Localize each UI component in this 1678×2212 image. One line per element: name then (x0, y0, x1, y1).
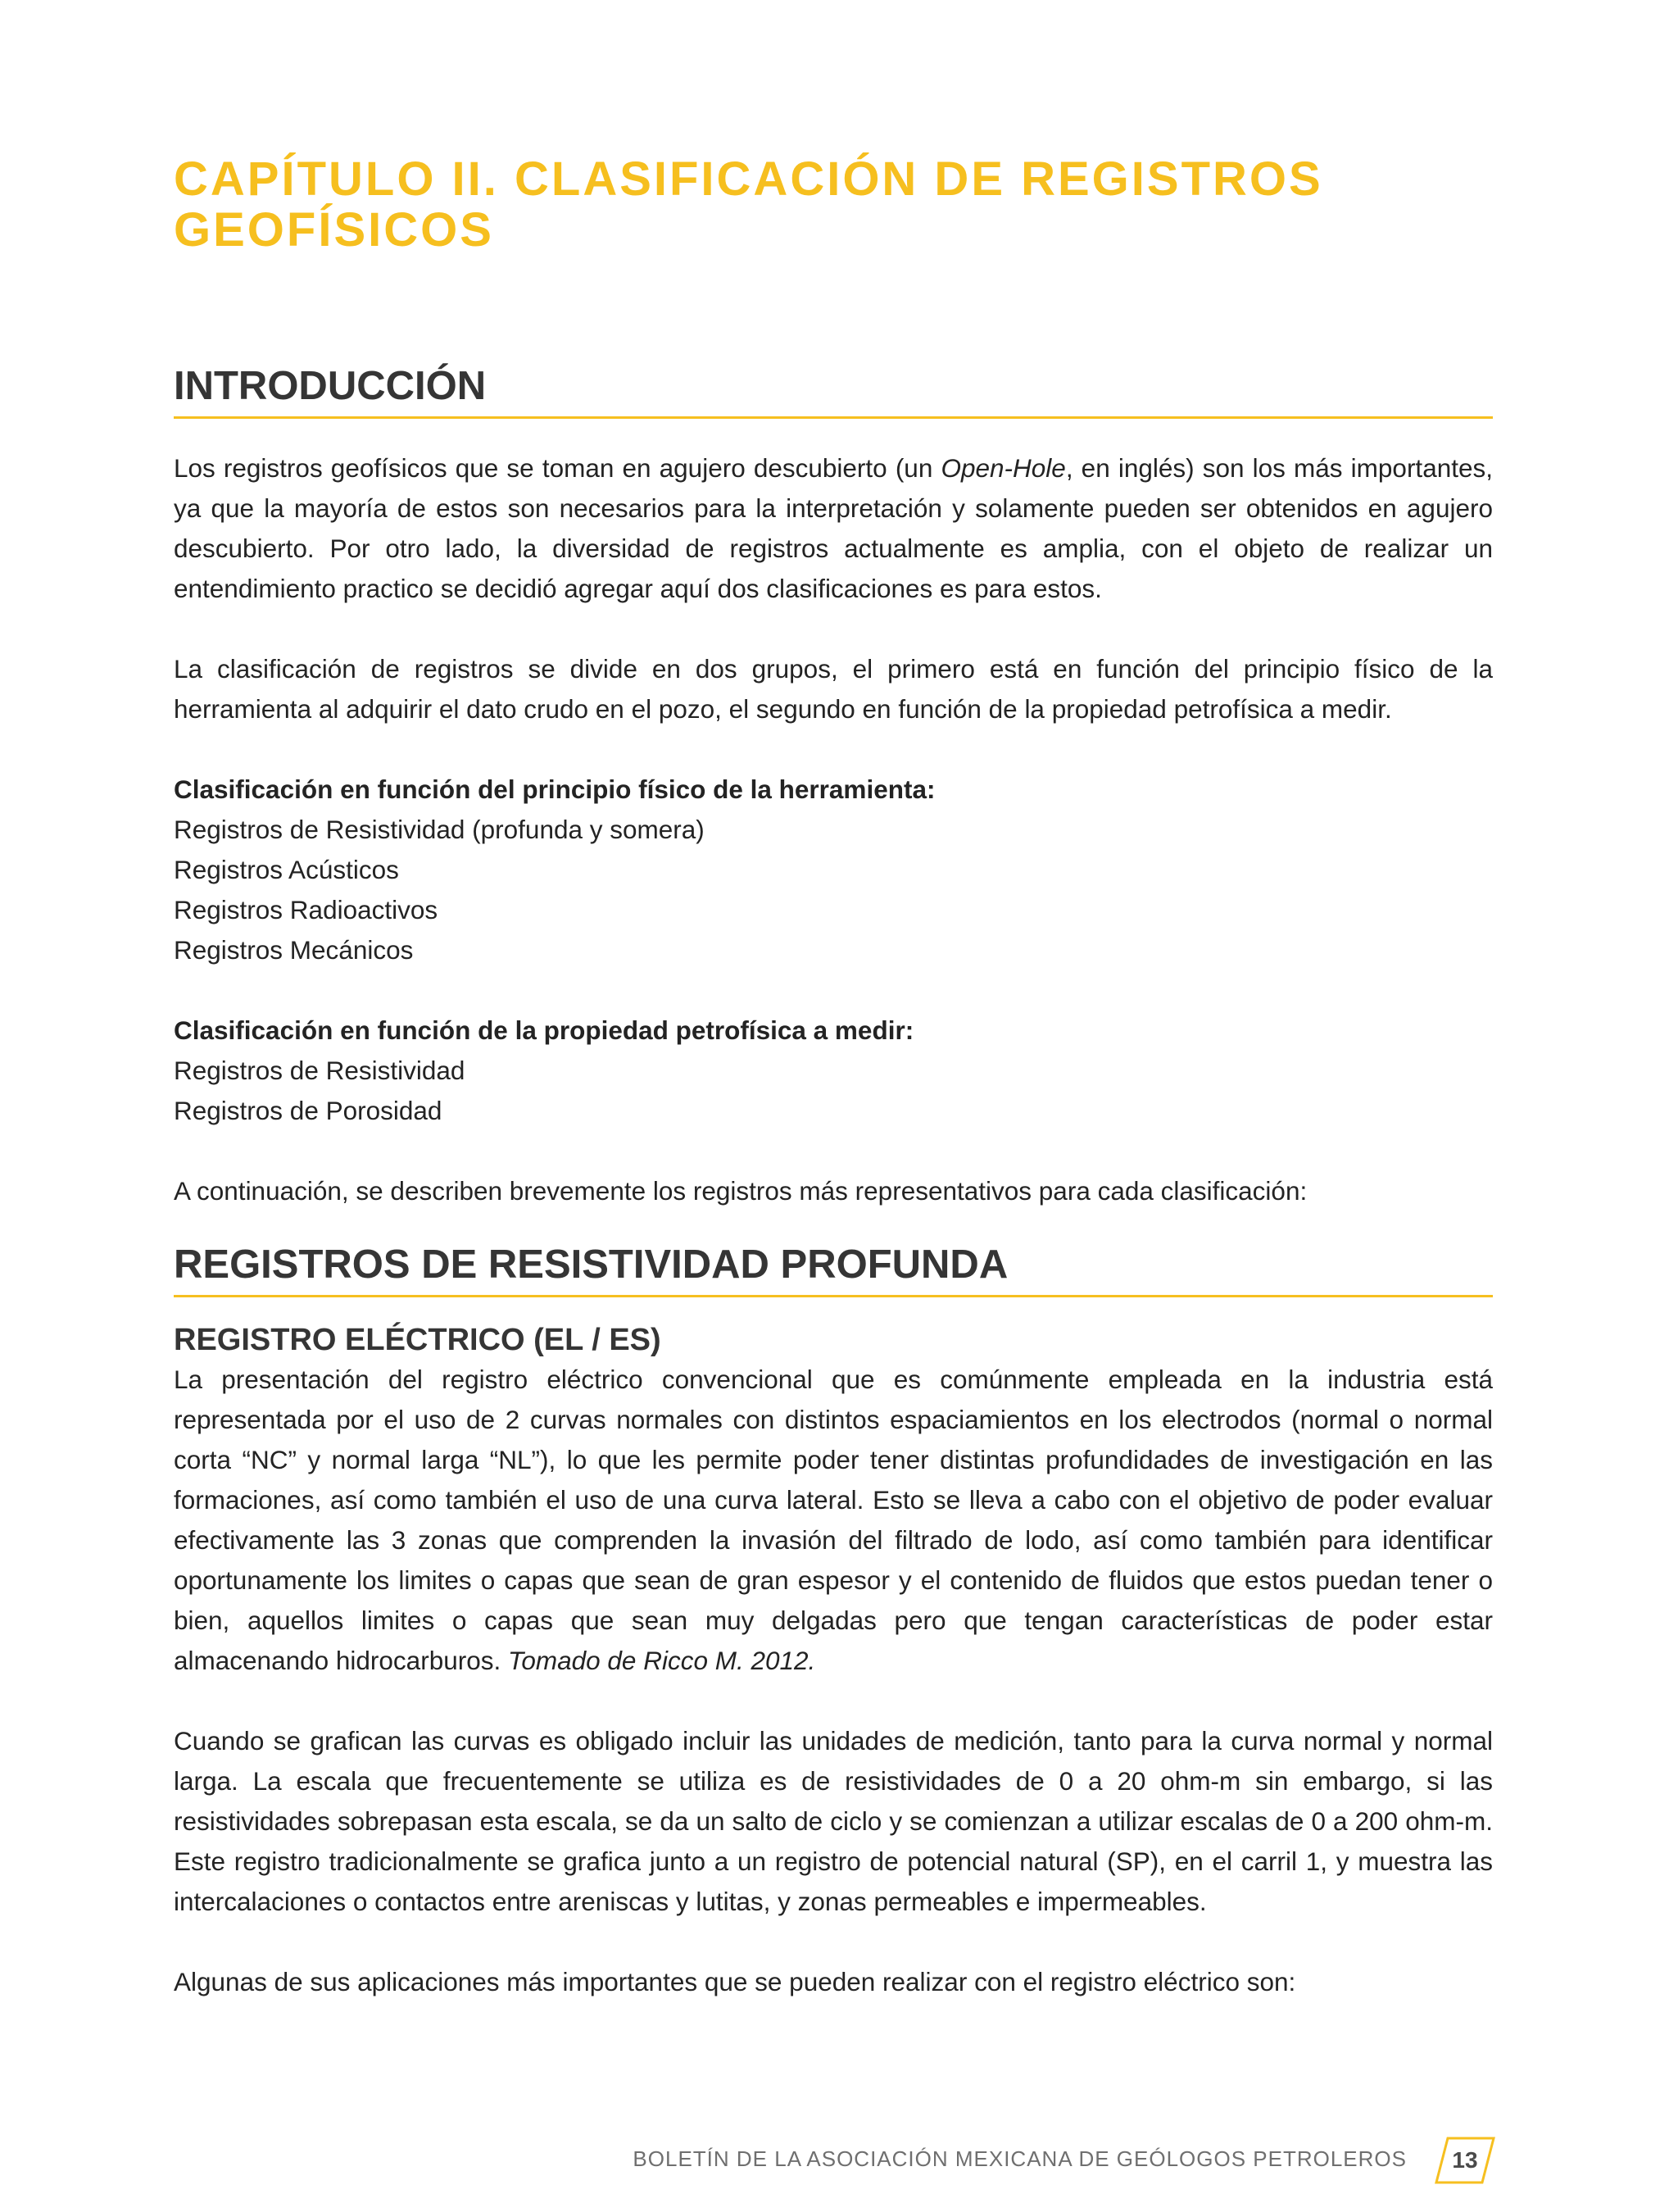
classification-tool-title: Clasificación en función del principio físico de la herramienta: (174, 774, 936, 804)
page-number: 13 (1452, 2147, 1478, 2173)
electric-log-paragraph-3: Algunas de sus aplicaciones más importantes que se pueden realizar con el registro eléctrico son: (174, 1967, 1296, 1996)
list-item: Registros Acústicos (174, 855, 399, 884)
resistivity-section-heading: REGISTROS DE RESISTIVIDAD PROFUNDA (174, 1241, 1493, 1297)
page-content (174, 139, 1493, 2002)
list-item: Registros de Porosidad (174, 1096, 442, 1125)
page-number-box (1435, 2137, 1495, 2184)
open-hole-term: Open-Hole (941, 453, 1066, 483)
intro-paragraph-1 (174, 448, 1493, 609)
intro-paragraph-1-part-a: Los registros geofísicos que se toman en agujero descubierto (un (174, 453, 941, 483)
electric-log-paragraph-1 (174, 1360, 1493, 1681)
electric-log-subheading: REGISTRO ELÉCTRICO (EL / ES) (174, 1323, 661, 1357)
list-item: Registros Mecánicos (174, 935, 414, 965)
intro-paragraph-1-part-b: , en inglés) son los más importantes, ya que la mayoría de estos son necesarios para la interpretación y solamente pueden ser obtenidos en agujero descubierto. Por otro lado, la diversidad de registros actualmente es amplia, con el objeto de realizar un entendimiento practico se decidió agregar aquí dos clasificaciones es para estos. (174, 453, 1493, 603)
classification-tool-list (174, 810, 1493, 970)
citation: Tomado de Ricco M. 2012. (508, 1646, 816, 1675)
list-item: Registros de Resistividad (profunda y somera) (174, 815, 705, 844)
chapter-title-line-1: CAPÍTULO II. CLASIFICACIÓN DE REGISTROS (174, 152, 1323, 206)
page-footer (633, 2135, 1495, 2187)
intro-paragraph-2: La clasificación de registros se divide en dos grupos, el primero está en función del principio físico de la herramienta al adquirir el dato crudo en el pozo, el segundo en función de la propiedad petrofísica a medir. (174, 654, 1493, 724)
footer-publication-title: BOLETÍN DE LA ASOCIACIÓN MEXICANA DE GEÓLOGOS PETROLEROS (633, 2146, 1407, 2171)
classification-property-title: Clasificación en función de la propiedad petrofísica a medir: (174, 1015, 914, 1045)
list-item: Registros de Resistividad (174, 1056, 465, 1085)
list-item: Registros Radioactivos (174, 895, 438, 924)
introduction-heading: INTRODUCCIÓN (174, 362, 1493, 419)
chapter-title (174, 154, 1493, 256)
electric-log-paragraph-1-text: La presentación del registro eléctrico convencional que es comúnmente empleada en la industria está representada por el uso de 2 curvas normales con distintos espaciamientos en los electrodos (normal o normal corta “NC” y normal larga “NL”), lo que les permite poder tener distintas profundidades de investigación en las formaciones, así como también el uso de una curva lateral. Esto se lleva a cabo con el objetivo de poder evaluar efectivamente las 3 zonas que comprenden la invasión del filtrado de lodo, así como también para identificar oportunamente los limites o capas que sean de gran espesor y el contenido de fluidos que estos puedan tener o bien, aquellos limites o capas que sean muy delgadas pero que tengan características de poder estar almacenando hidrocarburos. (174, 1365, 1493, 1675)
classification-property-list (174, 1051, 1493, 1131)
electric-log-paragraph-2: Cuando se grafican las curvas es obligado incluir las unidades de medición, tanto para la curva normal y normal larga. La escala que frecuentemente se utiliza es de resistividades de 0 a 20 ohm-m sin embargo, si las resistividades sobrepasan esta escala, se da un salto de ciclo y se comienzan a utilizar escalas de 0 a 200 ohm-m. Este registro tradicionalmente se grafica junto a un registro de potencial natural (SP), en el carril 1, y muestra las intercalaciones o contactos entre areniscas y lutitas, y zonas permeables e impermeables. (174, 1726, 1493, 1916)
chapter-title-line-2: GEOFÍSICOS (174, 203, 494, 257)
intro-paragraph-3: A continuación, se describen brevemente los registros más representativos para cada clasificación: (174, 1176, 1308, 1206)
